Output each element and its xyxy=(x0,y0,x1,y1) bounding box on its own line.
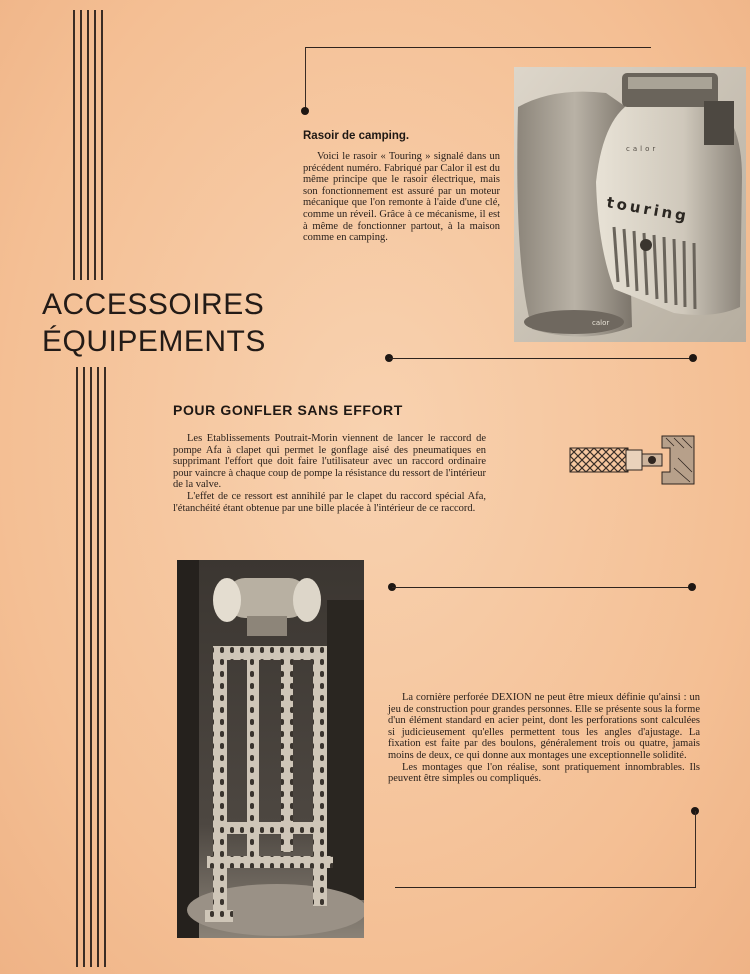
razor-left-rule xyxy=(305,47,306,109)
razor-top-rule xyxy=(305,47,651,48)
dexion-stand-illustration xyxy=(177,560,364,938)
dexion-text xyxy=(388,692,700,785)
case-label: calor xyxy=(592,319,610,327)
bottom-bracket-horizontal xyxy=(395,887,696,888)
dexion-rule-dot-right xyxy=(688,583,696,591)
dexion-paragraph-1: La cornière perforée DEXION ne peut être mieux définie qu'ainsi : un jeu de construction pour grandes personnes. Elle se présente sous la forme d'un élément standard en acier peint, dont les perforations sont calculées si judicieusement qu'elles permettent tous les angles d'ajustage. La fixation est faite par des boulons, généralement trois ou quatre, jamais moins de deux, ce qui donne aux montages une exceptionnelle solidité. xyxy=(388,692,700,761)
razor-paragraph: Voici le rasoir « Touring » signalé dans un précédent numéro. Fabriqué par Calor il est du même principe que le rasoir électrique, mais son fonctionnement est assuré par un moteur mécanique que l'on remonte à l'aide d'une clé, comme un réveil. Grâce à ce mécanisme, il est à même de fonctionner partout, à la maison comme en camping. xyxy=(303,151,500,244)
dexion-rule xyxy=(392,587,692,588)
dexion-photo xyxy=(177,560,364,938)
separator-dot-right xyxy=(689,354,697,362)
razor-rule-dot xyxy=(301,107,309,115)
section-title-line1: ACCESSOIRES xyxy=(42,288,265,321)
bottom-bracket-vertical xyxy=(695,811,696,888)
separator-rule xyxy=(389,358,693,359)
razor-brand: calor xyxy=(626,145,659,153)
razor-text xyxy=(303,151,500,244)
pump-heading: POUR GONFLER SANS EFFORT xyxy=(173,402,403,418)
pump-paragraph-1: Les Etablissements Poutrait-Morin viennent de lancer le raccord de pompe Afa à clapet qui permet le gonflage aisé des pneumatiques en supprimant l'effort que doit faire l'utilisateur avec un raccord ordinaire pour vaincre à chaque coup de pompe la résistance du ressort de l'intérieur de la valve. xyxy=(173,433,486,491)
pump-fitting-illustration xyxy=(566,428,700,492)
section-title-line2: ÉQUIPEMENTS xyxy=(42,325,266,358)
razor-model: touring xyxy=(605,193,691,226)
razor-heading: Rasoir de camping. xyxy=(303,130,410,142)
pump-fitting-drawing xyxy=(566,428,700,492)
razor-illustration xyxy=(514,67,746,342)
pump-paragraph-2: L'effet de ce ressort est annihilé par le clapet du raccord spécial Afa, l'étanchéité étant obtenue par une bille placée à l'intérieur de ce raccord. xyxy=(173,490,486,514)
pump-text xyxy=(173,433,486,514)
razor-photo xyxy=(514,67,746,342)
dexion-paragraph-2: Les montages que l'on réalise, sont pratiquement innombrables. Ils peuvent être simples ou compliqués. xyxy=(388,761,700,785)
